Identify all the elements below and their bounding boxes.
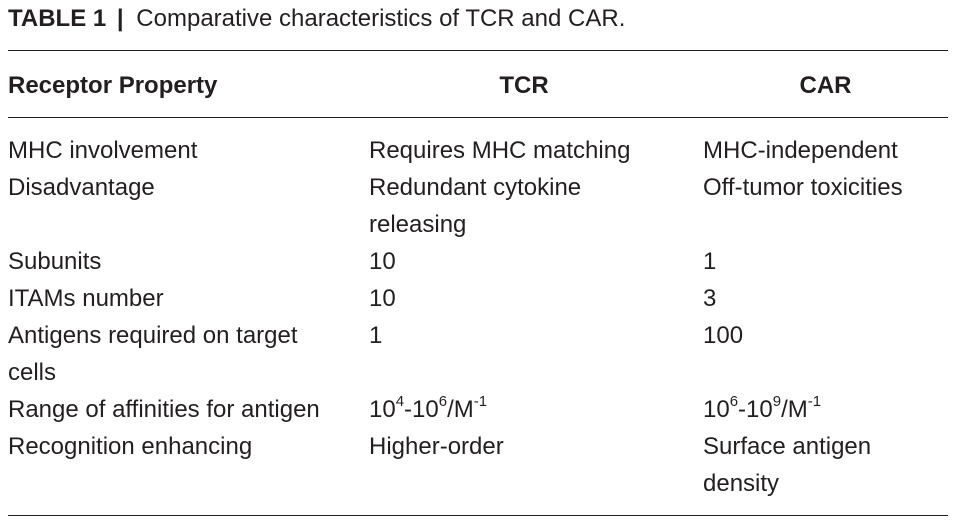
affinity-unit: /M: [781, 396, 808, 423]
header-car: CAR: [799, 72, 852, 99]
tcr-cell: Higher-order: [369, 433, 504, 460]
tcr-cell: 10: [369, 285, 396, 312]
affinity-base: 10: [703, 396, 730, 423]
header-receptor-property: Receptor Property: [8, 72, 218, 99]
affinity-range-separator: -10: [738, 396, 773, 423]
property-cell: MHC involvement: [8, 137, 198, 164]
affinity-exponent: 6: [438, 393, 448, 410]
car-cell: 3: [703, 285, 717, 312]
header-rule: [8, 117, 948, 118]
car-cell: Off-tumor toxicities: [703, 174, 903, 201]
table-row: [0, 243, 954, 280]
top-rule: [8, 50, 948, 51]
car-cell: 100: [703, 322, 744, 349]
tcr-cell: 1: [369, 322, 383, 349]
table-label: TABLE 1: [8, 5, 107, 32]
affinity-unit: /M: [447, 396, 474, 423]
header-tcr: TCR: [499, 72, 549, 99]
caption-text: Comparative characteristics of TCR and CAR.: [136, 5, 626, 32]
affinity-base: 10: [369, 396, 396, 423]
car-cell: Surface antigen density: [703, 433, 872, 497]
tcr-cell: Redundant cytokine releasing: [369, 174, 582, 238]
table-body: [0, 132, 954, 502]
table-row: [0, 391, 954, 428]
table-row: [0, 280, 954, 317]
affinity-exponent: 4: [395, 393, 405, 410]
tcr-cell: Requires MHC matching: [369, 137, 631, 164]
caption-separator: |: [116, 5, 124, 32]
property-cell: Antigens required on target cells: [8, 322, 298, 386]
car-cell: 1: [703, 248, 717, 275]
tcr-cell: 10: [369, 248, 396, 275]
table-row: [0, 317, 954, 391]
table-caption: [8, 4, 625, 34]
affinity-unit-exponent: -1: [473, 393, 488, 410]
car-affinity-cell: [703, 391, 954, 428]
bottom-rule: [8, 515, 948, 516]
table-row: [0, 428, 954, 502]
affinity-range-separator: -10: [404, 396, 439, 423]
tcr-affinity-cell: [369, 391, 703, 428]
car-cell: MHC-independent: [703, 137, 898, 164]
property-cell: Range of affinities for antigen: [8, 396, 320, 423]
table-row: [0, 169, 954, 243]
property-cell: Disadvantage: [8, 174, 155, 201]
property-cell: Subunits: [8, 248, 102, 275]
affinity-exponent: 6: [729, 393, 739, 410]
affinity-unit-exponent: -1: [807, 393, 822, 410]
table-row: [0, 132, 954, 169]
property-cell: ITAMs number: [8, 285, 164, 312]
property-cell: Recognition enhancing: [8, 433, 253, 460]
affinity-exponent: 9: [772, 393, 782, 410]
